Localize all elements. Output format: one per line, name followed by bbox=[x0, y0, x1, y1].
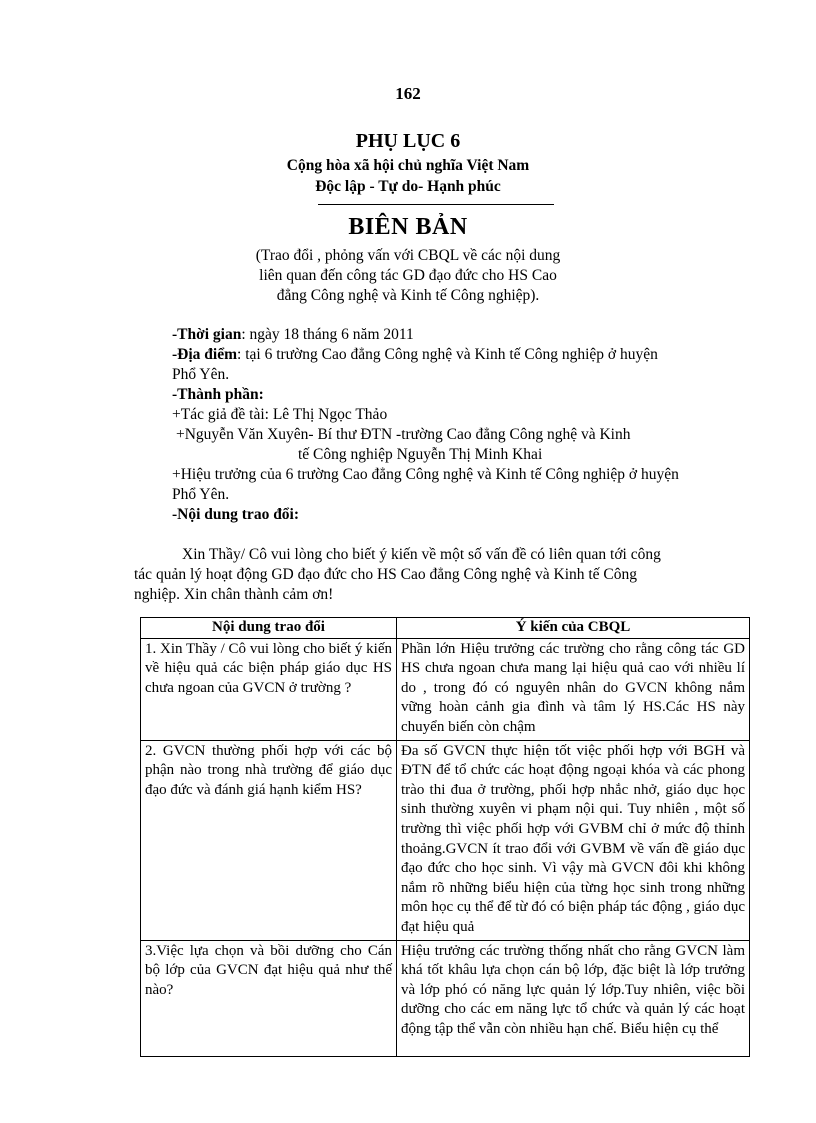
meta-place-cont: Phổ Yên. bbox=[172, 366, 230, 383]
intro-paragraph bbox=[134, 545, 754, 605]
national-motto: Độc lập - Tự do- Hạnh phúc bbox=[315, 178, 501, 195]
question-cell: 3.Việc lựa chọn và bồi dưỡng cho Cán bộ lớp của GVCN đạt hiệu quả như thế nào? bbox=[141, 940, 397, 1056]
interview-table bbox=[140, 617, 750, 1057]
time-value: : ngày 18 tháng 6 năm 2011 bbox=[241, 326, 414, 343]
document-subtitle bbox=[0, 246, 816, 306]
place-value: : tại 6 trường Cao đẳng Công nghệ và Kinh tế Công nghiệp ở huyện bbox=[237, 346, 658, 363]
table-header-row bbox=[141, 618, 750, 639]
content-label: -Nội dung trao đổi: bbox=[172, 506, 300, 523]
answer-cell bbox=[397, 940, 750, 1056]
place-label: -Địa điểm bbox=[172, 346, 238, 363]
subtitle-line: (Trao đổi , phỏng vấn với CBQL về các nội dung bbox=[255, 247, 561, 264]
member-principals-cont: Phổ Yên. bbox=[172, 486, 230, 503]
meta-time bbox=[172, 325, 414, 345]
member-principals: +Hiệu trưởng của 6 trường Cao đẳng Công nghệ và Kinh tế Công nghiệp ở huyện bbox=[172, 466, 679, 483]
time-label: -Thời gian bbox=[172, 326, 242, 343]
question-cell: 1. Xin Thầy / Cô vui lòng cho biết ý kiến về hiệu quả các biện pháp giáo dục HS chưa ngoan của GVCN ở trường ? bbox=[141, 638, 397, 740]
column-header-opinion: Ý kiến của CBQL bbox=[397, 618, 750, 639]
answer-cell: Phần lớn Hiệu trưởng các trường cho rằng công tác GD HS chưa ngoan chưa mang lại hiệu quả cao với nhiều lí do , trong đó có nguyên nhân do GVCN không nắm vững hoàn cảnh gia đình và tâm lý HS.Các HS này chuyển biến còn chậm bbox=[397, 638, 750, 740]
table-row bbox=[141, 940, 750, 1056]
table-row bbox=[141, 740, 750, 940]
appendix-title: PHỤ LỤC 6 bbox=[355, 130, 461, 152]
meta-members-label bbox=[172, 385, 264, 405]
meta-content-label bbox=[172, 505, 299, 525]
national-name: Cộng hòa xã hội chủ nghĩa Việt Nam bbox=[286, 157, 530, 174]
document-title: BIÊN BẢN bbox=[348, 214, 468, 240]
member-author: +Tác giả đề tài: Lê Thị Ngọc Thảo bbox=[172, 406, 388, 423]
member-union-secretary-cont: tế Công nghiệp Nguyễn Thị Minh Khai bbox=[298, 446, 543, 463]
table-row bbox=[141, 638, 750, 740]
answer-cell: Đa số GVCN thực hiện tốt việc phối hợp với BGH và ĐTN để tổ chức các hoạt động ngoại khóa và các phong trào thi đua ở trường, phối hợp nhắc nhở, giáo dục học sinh thường xuyên vi phạm nội qui. Tuy nhiên , một số trường thì việc phối hợp với GVBM chỉ ở mức độ thỉnh thoảng.GVCN ít trao đổi với GVBM về vấn đề giáo dục đạo đức cho học sinh. Vì vậy mà GVCN đôi khi không nắm rõ những biểu hiện của từng học sinh trong những môn học cụ thể để từ đó có biện pháp tác động , giáo dục đạt hiệu quả bbox=[397, 740, 750, 940]
motto-underline bbox=[318, 204, 554, 205]
member-union-secretary: +Nguyễn Văn Xuyên- Bí thư ĐTN -trường Cao đẳng Công nghệ và Kinh bbox=[176, 426, 631, 443]
column-header-content: Nội dung trao đổi bbox=[141, 618, 397, 639]
members-label: -Thành phần: bbox=[172, 386, 264, 403]
intro-line: nghiệp. Xin chân thành cảm ơn! bbox=[134, 586, 334, 603]
page-number: 162 bbox=[395, 84, 421, 103]
subtitle-line: đẳng Công nghệ và Kinh tế Công nghiệp). bbox=[276, 287, 540, 304]
answer-text: Hiệu trưởng các trường thống nhất cho rằng GVCN làm khá tốt khâu lựa chọn cán bộ lớp, đặc biệt là lớp trưởng và lớp phó có năng lực quản lý lớp.Tuy nhiên, việc bồi dưỡng cho các em năng lực tổ chức và quản lý các hoạt động tập thể vẫn còn nhiều hạn chế. Biểu hiện cụ thể bbox=[401, 942, 745, 1037]
meta-place bbox=[172, 345, 658, 365]
question-cell: 2. GVCN thường phối hợp với các bộ phận nào trong nhà trường để giáo dục đạo đức và đánh giá hạnh kiểm HS? bbox=[141, 740, 397, 940]
subtitle-line: liên quan đến công tác GD đạo đức cho HS Cao bbox=[259, 267, 557, 284]
intro-line: tác quản lý hoạt động GD đạo đức cho HS Cao đẳng Công nghệ và Kinh tế Công bbox=[134, 566, 638, 583]
intro-line: Xin Thầy/ Cô vui lòng cho biết ý kiến về một số vấn đề có liên quan tới công bbox=[182, 546, 661, 563]
